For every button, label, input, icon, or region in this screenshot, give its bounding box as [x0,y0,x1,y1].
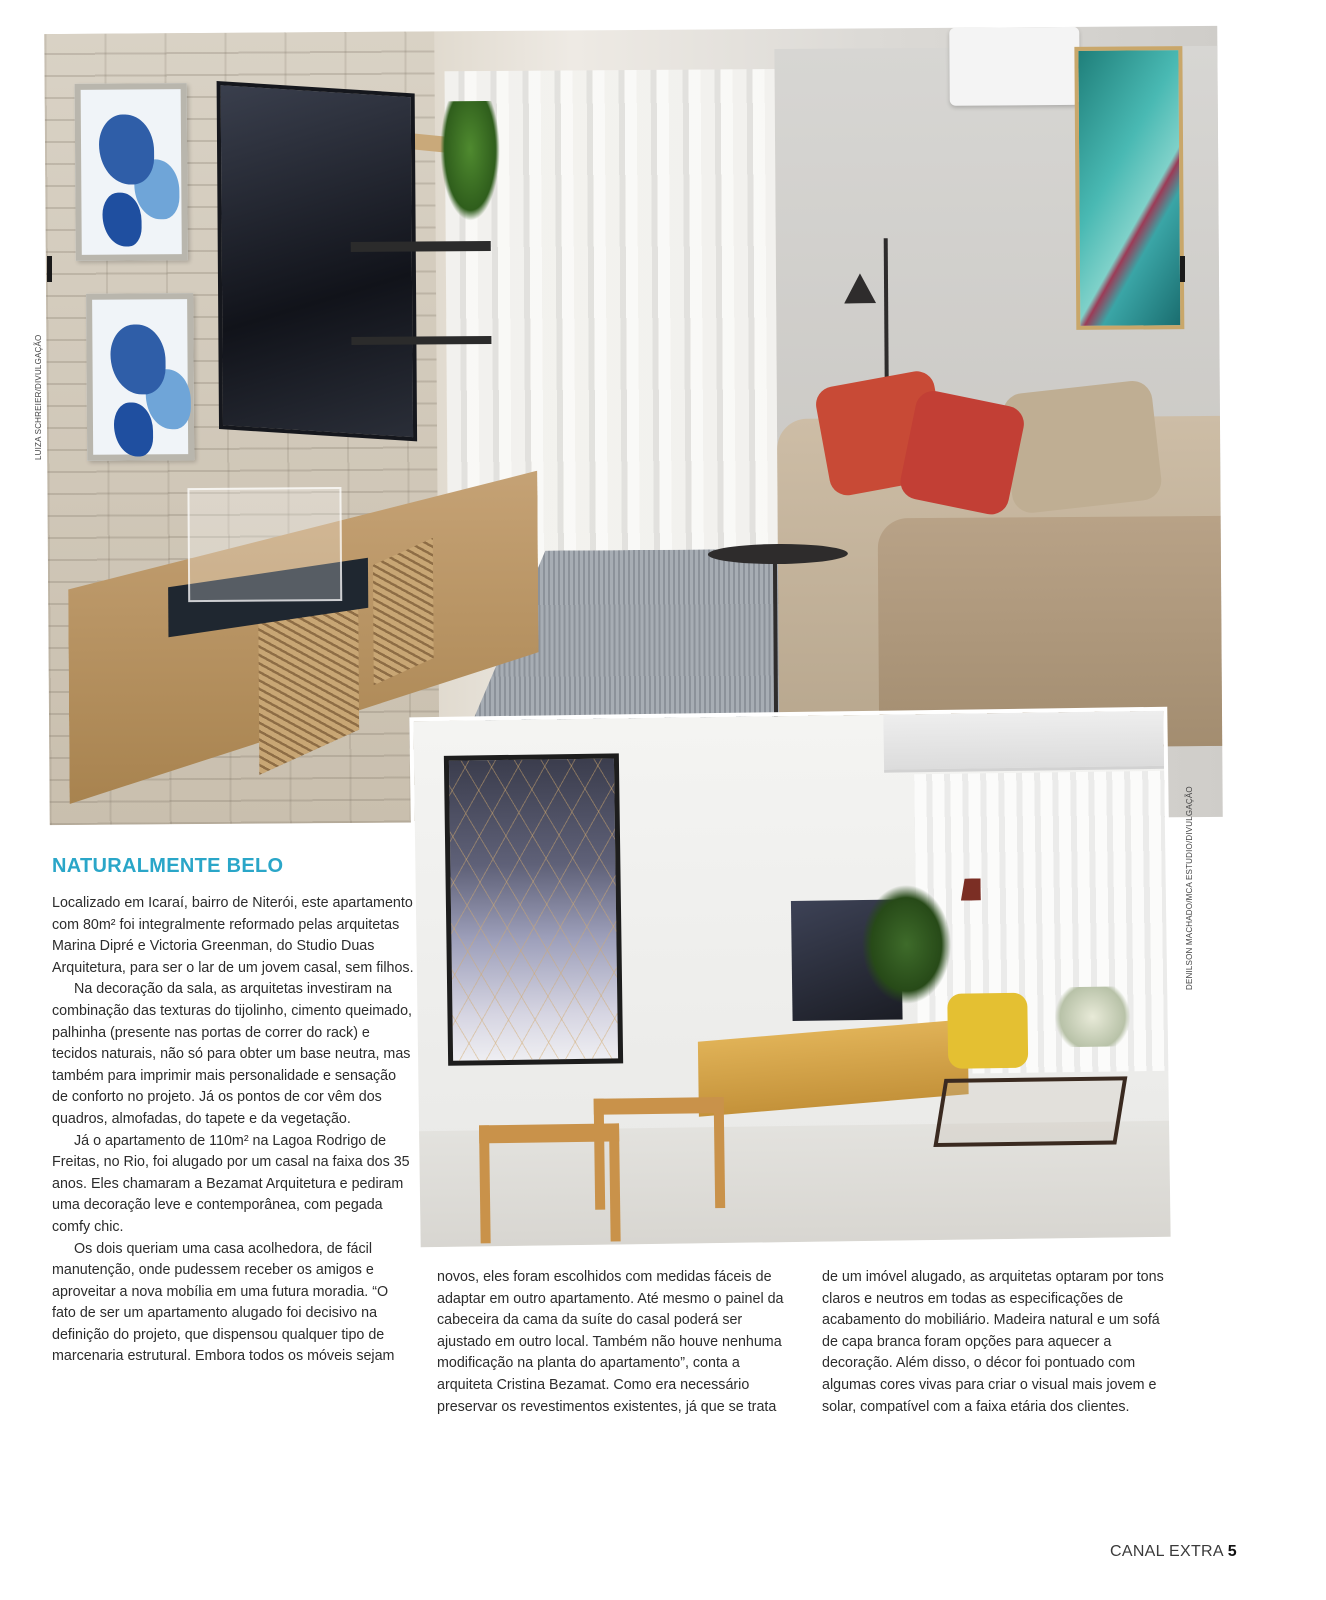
glass-shelf-upper [351,241,491,252]
flower-vase [1047,986,1138,1047]
paragraph: Localizado em Icaraí, bairro de Niterói, este apartamento com 80m² foi integralmente reformado pelas arquitetas Marina Dipré e Victoria Greenman, do Studio Duas Arquitetura, para ser o lar de um jovem casal, sem filhos. [52,895,414,976]
section-name: CANAL EXTRA [1110,1543,1223,1560]
yellow-rack [698,1019,969,1117]
coffee-table [933,1076,1127,1147]
paragraph: Na decoração da sala, as arquitetas investiram na combinação das texturas do tijolinho, cimento queimado, palhinha (presente nas portas de correr do rack) e tecidos naturais, não só para obter um base neutra, mas também para imprimir mais personalidade e sensação de conforto no projeto. Já os pontos de cor vêm dos quadros, almofadas, do tapete e da vegetação. [52,981,413,1127]
text-column-3 [822,1267,1177,1418]
glass-shelf-lower [351,336,491,345]
article-headline: NATURALMENTE BELO [52,855,284,877]
edge-mark-right [1180,256,1185,282]
blue-art-frame-top [75,83,188,261]
tv-screen [217,81,418,441]
paragraph: novos, eles foram escolhidos com medidas fáceis de adaptar em outro apartamento. Até mesmo o painel da cabeceira da cama da suíte do casal poderá ser ajustado em outro local. Também não houve nenhuma modificação na planta do apartamento”, conta a arquiteta Cristina Bezamat. Como era necessário preservar os revestimentos existentes, já que se trata [437,1269,784,1415]
page-number: 5 [1227,1543,1237,1560]
paragraph: Os dois queriam uma casa acolhedora, de fácil manutenção, onde pudessem receber os amigos e aproveitar a nova mobília em uma futura moradia. “O fato de ser um apartamento alugado foi decisivo na definição do projeto, que dispensou qualquer tipo de marcenaria estrutural. Embora todos os móveis sejam [52,1240,395,1365]
blue-art-frame-bottom [86,293,194,461]
paragraph: de um imóvel alugado, as arquitetas optaram por tons claros e neutros em todas as especificações de acabamento do mobiliário. Madeira natural e um sofá de capa branca foram opções para aquecer a decoração. Além disso, o décor foi pontuado com algumas cores vivas para criar o visual mais jovem e solar, compatível com a faixa etária dos clientes. [822,1269,1164,1415]
page-footer [1110,1543,1237,1561]
plant [861,884,953,1005]
ceiling [883,711,1164,773]
yellow-armchair [947,993,1028,1069]
hexagon-painting [444,753,623,1065]
photo-credit-1: LUIZA SCHREIER/DIVULGAÇÃO [34,334,43,460]
living-room-photo [44,26,1222,825]
sea-painting [1074,46,1184,330]
text-column-2 [437,1267,792,1418]
photo-credit-2: DENILSON MACHADO/MCA ESTUDIO/DIVULGAÇÃO [1185,786,1194,990]
beige-pillow [1001,379,1163,515]
second-room-photo [413,711,1170,1247]
glass-lamp-box [187,487,342,602]
red-pillow-right [897,388,1027,518]
text-column-1 [52,893,414,1368]
hanging-plant [440,101,501,221]
edge-mark-left [47,256,52,282]
paragraph: Já o apartamento de 110m² na Lagoa Rodrigo de Freitas, no Rio, foi alugado por um casal na faixa dos 35 anos. Eles chamaram a Bezamat Arquitetura e pediram uma decoração leve e contemporânea, com pegada comfy chic. [52,1132,410,1235]
wood-stool-back [594,1097,726,1210]
air-conditioner [949,27,1080,106]
